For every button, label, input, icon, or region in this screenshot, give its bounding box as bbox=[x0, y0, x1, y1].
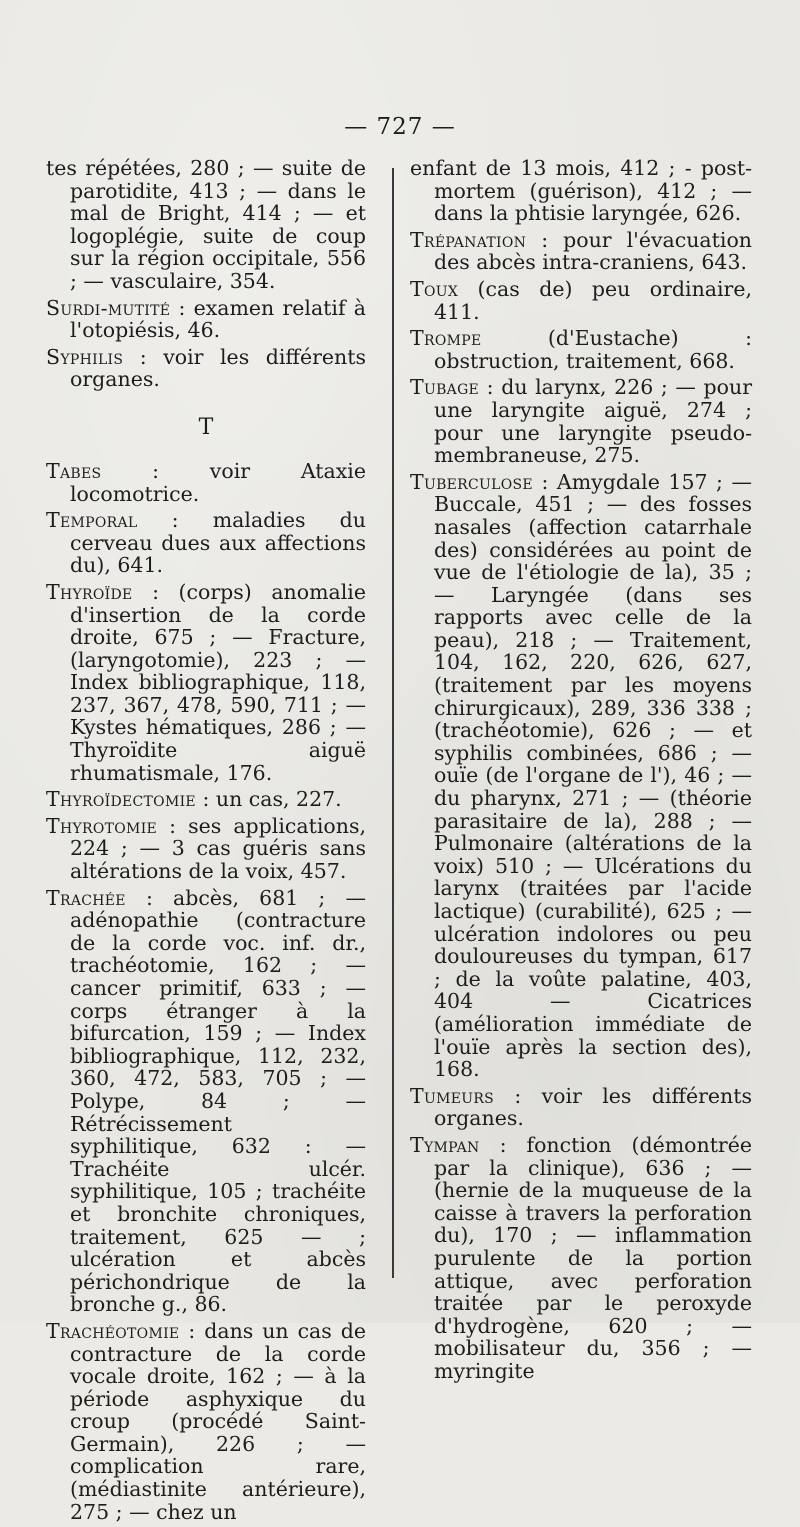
left-column bbox=[46, 157, 366, 1527]
index-entry: Syphilis : voir les différents organes. bbox=[46, 344, 366, 392]
page-number: — 727 — bbox=[344, 114, 456, 140]
index-entry: enfant de 13 mois, 412 ; - post-mortem (guérison), 412 ; — dans la phtisie laryngée, 626. bbox=[410, 156, 752, 226]
index-entry: Tuberculose : Amygdale 157 ; — Buccale, 451 ; — des fosses nasales (affection catarrhale des) considérées au point de vue de l'étiologie de la), 35 ; — Laryngée (dans ses rapports avec celle de la peau), 218 ; — Traitement, 104, 162, 220, 626, 627, (traitement par les moyens chirurgicaux), 289, 336 338 ; (trachéotomie), 626 ; — et syphilis combinées, 686 ; — ouïe (de l'organe de l'), 46 ; — du pharynx, 271 ; — (théorie parasitaire de la), 288 ; — Pulmonaire (altérations de la voix) 510 ; — Ulcérations du larynx (traitées par l'acide lactique) (curabilité), 625 ; — ulcération indolores ou peu douloureuses du tympan, 617 ; de la voûte palatine, 403, 404 — Cicatrices (amélioration immédiate de l'ouïe après la section des), 168. bbox=[410, 469, 752, 1082]
index-entry: Temporal : maladies du cerveau dues aux affections du), 641. bbox=[46, 508, 366, 578]
index-entry: Surdi-mutité : examen relatif à l'otopiésis, 46. bbox=[46, 295, 366, 343]
index-entry: Tumeurs : voir les différents organes. bbox=[410, 1083, 752, 1131]
column-divider bbox=[392, 168, 394, 1278]
letter-heading: T bbox=[198, 414, 214, 440]
index-entry: tes répétées, 280 ; — suite de parotidite, 413 ; — dans le mal de Bright, 414 ; — et logoplégie, suite de coup sur la région occipitale, 556 ; — vasculaire, 354. bbox=[46, 156, 366, 293]
index-entry: Thyroïdectomie : un cas, 227. bbox=[46, 787, 342, 812]
index-entry: Trachéotomie : dans un cas de contracture de la corde vocale droite, 162 ; — à la période asphyxique du croup (procédé Saint-Germain), 226 ; — complication rare, (médiastinite antérieure), 275 ; — chez un bbox=[46, 1318, 366, 1524]
right-column bbox=[410, 157, 752, 1386]
index-entry: Trompe (d'Eustache) : obstruction, traitement, 668. bbox=[410, 326, 752, 373]
index-entry: Tympan : fonction (démontrée par la clinique), 636 ; — (hernie de la muqueuse de la caisse à travers la perforation du), 170 ; — inflammation purulente de la portion attique, avec perforation traitée par le peroxyde d'hydrogène, 620 ; — mobilisateur du, 356 ; — myringite bbox=[410, 1132, 752, 1383]
index-entry: Tubage : du larynx, 226 ; — pour une laryngite aiguë, 274 ; pour une laryngite pseudo-membraneuse, 275. bbox=[410, 375, 752, 468]
index-entry: Toux (cas de) peu ordinaire, 411. bbox=[410, 276, 752, 324]
index-entry: Trépanation : pour l'évacuation des abcès intra-craniens, 643. bbox=[410, 227, 752, 275]
index-entry: Thyrotomie : ses applications, 224 ; — 3 cas guéris sans altérations de la voix, 457. bbox=[46, 813, 366, 884]
index-entry: Trachée : abcès, 681 ; — adénopathie (contracture de la corde voc. inf. dr., trachéotomie, 162 ; — cancer primitif, 633 ; — corps étranger à la bifurcation, 159 ; — Index bibliographique, 112, 232, 360, 472, 583, 705 ; — Polype, 84 ; — Rétrécissement syphilitique, 632 : — Trachéite ulcér. syphilitique, 105 ; trachéite et bronchite chroniques, traitement, 625 — ; ulcération et abcès périchondrique de la bronche g., 86. bbox=[46, 885, 366, 1317]
index-entry: Thyroïde : (corps) anomalie d'insertion de la corde droite, 675 ; — Fracture, (laryngotomie), 223 ; — Index bibliographique, 118, 237, 367, 478, 590, 711 ; — Kystes hématiques, 286 ; — Thyroïdite aiguë rhumatismale, 176. bbox=[46, 579, 366, 785]
index-entry: Tabes : voir Ataxie locomotrice. bbox=[46, 458, 366, 506]
